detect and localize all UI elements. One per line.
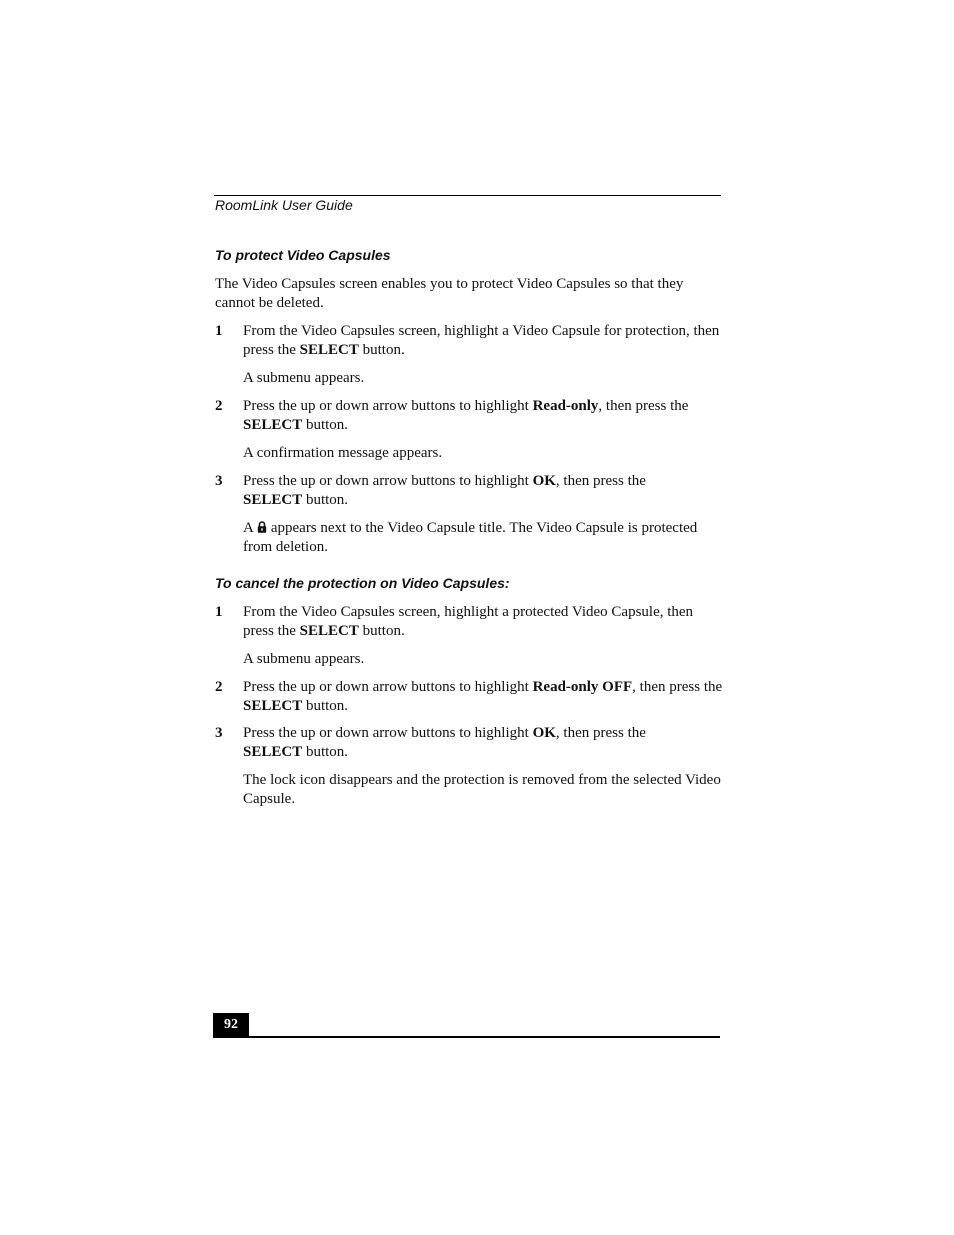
- step-text: Press the up or down arrow buttons to highlight Read-only, then press the SELECT button.: [243, 398, 689, 433]
- intro-paragraph: The Video Capsules screen enables you to protect Video Capsules so that they cannot be deleted.: [215, 276, 684, 311]
- step-note: A appears next to the Video Capsule title. The Video Capsule is protected from deletion.: [243, 520, 698, 555]
- step-text: Press the up or down arrow buttons to highlight OK, then press the SELECT button.: [243, 725, 646, 760]
- step-text: Press the up or down arrow buttons to highlight Read-only OFF, then press the SELECT button.: [243, 679, 723, 714]
- section-heading-cancel: To cancel the protection on Video Capsules:: [215, 575, 510, 591]
- step-number: 1: [215, 604, 223, 620]
- step-text: From the Video Capsules screen, highlight a protected Video Capsule, then press the SELECT button.: [243, 604, 694, 639]
- step-note: The lock icon disappears and the protection is removed from the selected Video Capsule.: [243, 772, 721, 807]
- step-note: A submenu appears.: [243, 370, 365, 386]
- step-number: 3: [215, 473, 223, 489]
- step-note: A submenu appears.: [243, 651, 365, 667]
- footer-rule: [213, 1036, 720, 1038]
- running-header: RoomLink User Guide: [215, 197, 353, 213]
- step-note: A confirmation message appears.: [243, 445, 443, 461]
- lock-icon: [257, 520, 267, 532]
- page-number: 92: [213, 1013, 249, 1036]
- step-number: 1: [215, 323, 223, 339]
- step-text: Press the up or down arrow buttons to highlight OK, then press the SELECT button.: [243, 473, 646, 508]
- section-heading-protect: To protect Video Capsules: [215, 247, 391, 263]
- step-text: From the Video Capsules screen, highlight a Video Capsule for protection, then press the SELECT button.: [243, 323, 720, 358]
- step-number: 3: [215, 725, 223, 741]
- step-number: 2: [215, 679, 223, 695]
- header-rule: [214, 195, 721, 196]
- step-number: 2: [215, 398, 223, 414]
